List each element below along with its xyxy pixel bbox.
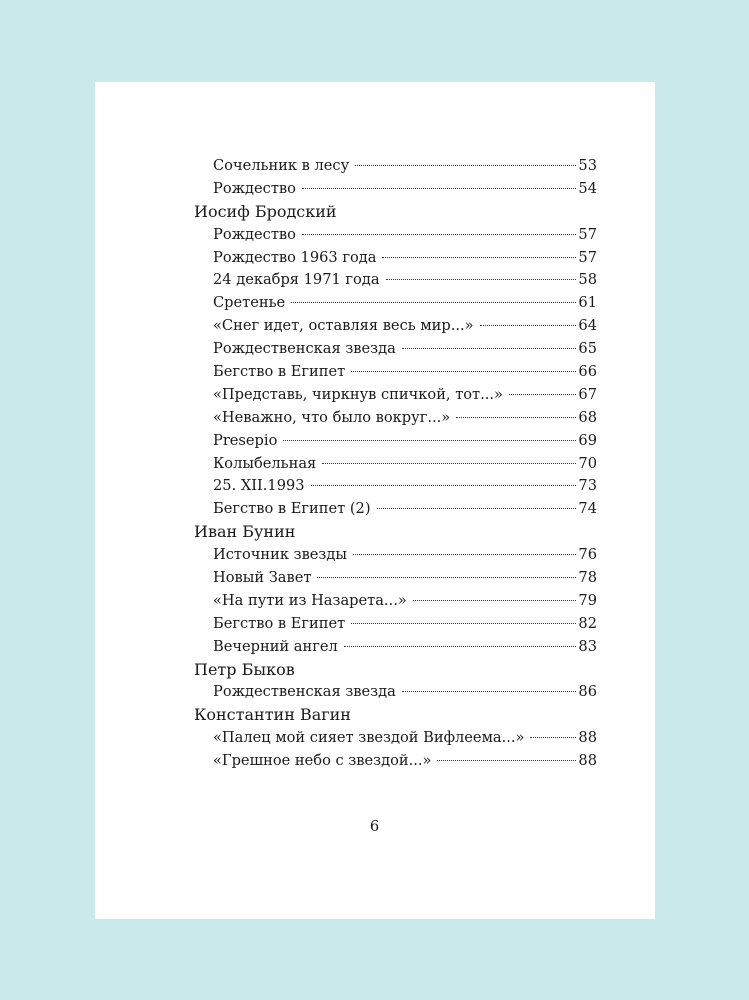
toc-entry-title: «Неважно, что было вокруг...» [213, 408, 451, 426]
dot-leader [355, 165, 576, 166]
toc-entry [100, 338, 597, 361]
dot-leader [351, 371, 576, 372]
toc-entry-title: Сочельник в лесу [213, 157, 350, 174]
toc-entry-title: Бегство в Египет (2) [213, 500, 371, 518]
toc-entry [100, 590, 597, 613]
toc-entry-page: 66 [578, 363, 597, 381]
toc-author-heading [100, 704, 597, 727]
toc-author-heading [100, 659, 597, 682]
toc-entry-page: 54 [578, 179, 597, 197]
toc-entry [100, 636, 597, 659]
toc-entry [100, 544, 597, 567]
toc-entry-page: 78 [578, 569, 597, 587]
dot-leader [386, 279, 577, 280]
toc-entry-page: 70 [578, 454, 597, 472]
dot-leader [351, 623, 576, 624]
toc-entry [100, 384, 597, 407]
dot-leader [402, 348, 577, 349]
toc-entry-page: 88 [578, 729, 597, 747]
dot-leader [302, 234, 577, 235]
author-name: Петр Быков [194, 659, 295, 679]
toc-entry-page: 74 [578, 500, 597, 518]
toc-entry-page: 67 [578, 385, 597, 403]
dot-leader [413, 600, 577, 601]
toc-author-heading [100, 201, 597, 224]
toc-entry [100, 361, 597, 384]
dot-leader [377, 508, 577, 509]
toc-entry [100, 292, 597, 315]
toc-entry-page: 64 [578, 317, 597, 335]
toc-entry [100, 567, 597, 590]
table-of-contents [100, 155, 597, 773]
toc-entry [100, 407, 597, 430]
dot-leader [480, 325, 577, 326]
author-name: Иван Бунин [194, 522, 296, 542]
toc-entry-page: 88 [578, 752, 597, 770]
toc-entry-page: 79 [578, 591, 597, 609]
toc-entry-title: «Палец мой сияет звездой Вифлеема...» [213, 729, 525, 747]
toc-entry [100, 498, 597, 521]
toc-entry [100, 315, 597, 338]
toc-entry [100, 224, 597, 247]
dot-leader [311, 485, 577, 486]
toc-entry-title: Сретенье [213, 294, 286, 312]
toc-author-heading [100, 521, 597, 544]
dot-leader [509, 394, 576, 395]
dot-leader [456, 417, 576, 418]
dot-leader [302, 188, 577, 189]
toc-entry-title: Рождественская звезда [213, 340, 396, 358]
toc-entry-title: Новый Завет [213, 569, 312, 587]
toc-entry-title: Вечерний ангел [213, 637, 338, 655]
toc-entry [100, 430, 597, 453]
toc-entry-page: 86 [578, 683, 597, 701]
dot-leader [317, 577, 576, 578]
toc-entry-title: Рождество 1963 года [213, 248, 377, 266]
toc-entry-title: Бегство в Египет [213, 363, 346, 381]
toc-entry-page: 73 [578, 477, 597, 495]
toc-entry-page: 82 [578, 614, 597, 632]
toc-entry [100, 727, 597, 750]
toc-entry [100, 453, 597, 476]
toc-entry [100, 247, 597, 270]
toc-entry-page: 65 [578, 340, 597, 358]
toc-entry [100, 155, 597, 178]
dot-leader [322, 463, 576, 464]
dot-leader [382, 257, 576, 258]
toc-entry-title: Presepio [213, 431, 278, 449]
toc-entry-title: Рождество [213, 225, 296, 243]
toc-entry-page: 68 [578, 408, 597, 426]
page-number: 6 [369, 818, 380, 835]
toc-entry [100, 269, 597, 292]
toc-entry-title: Рождество [213, 179, 296, 197]
toc-entry [100, 613, 597, 636]
toc-entry-page: 57 [578, 225, 597, 243]
toc-entry-title: Рождественская звезда [213, 683, 396, 701]
toc-entry-page: 61 [578, 294, 597, 312]
toc-entry [100, 178, 597, 201]
toc-entry-title: «На пути из Назарета...» [213, 591, 407, 609]
toc-entry-title: «Грешное небо с звездой...» [213, 752, 432, 770]
toc-entry-page: 83 [578, 637, 597, 655]
toc-entry-title: 24 декабря 1971 года [213, 271, 380, 289]
toc-entry-title: «Снег идет, оставляя весь мир...» [213, 317, 474, 335]
toc-entry-page: 69 [578, 431, 597, 449]
toc-entry [100, 681, 597, 704]
dot-leader [353, 554, 576, 555]
dot-leader [283, 440, 576, 441]
dot-leader [344, 646, 577, 647]
toc-entry-page: 76 [578, 546, 597, 564]
author-name: Иосиф Бродский [194, 201, 337, 221]
dot-leader [437, 760, 576, 761]
toc-entry-title: Источник звезды [213, 546, 347, 564]
toc-entry-page: 57 [578, 248, 597, 266]
toc-entry-title: Бегство в Египет [213, 614, 346, 632]
dot-leader [402, 691, 577, 692]
author-name: Константин Вагин [194, 705, 351, 725]
toc-entry [100, 475, 597, 498]
toc-entry-title: Колыбельная [213, 454, 317, 472]
toc-entry-title: «Представь, чиркнув спичкой, тот...» [213, 385, 503, 403]
dot-leader [291, 302, 576, 303]
dot-leader [530, 737, 576, 738]
toc-entry-title: 25. XII.1993 [213, 477, 305, 495]
toc-entry-page: 53 [578, 157, 597, 174]
toc-entry [100, 750, 597, 773]
toc-entry-page: 58 [578, 271, 597, 289]
